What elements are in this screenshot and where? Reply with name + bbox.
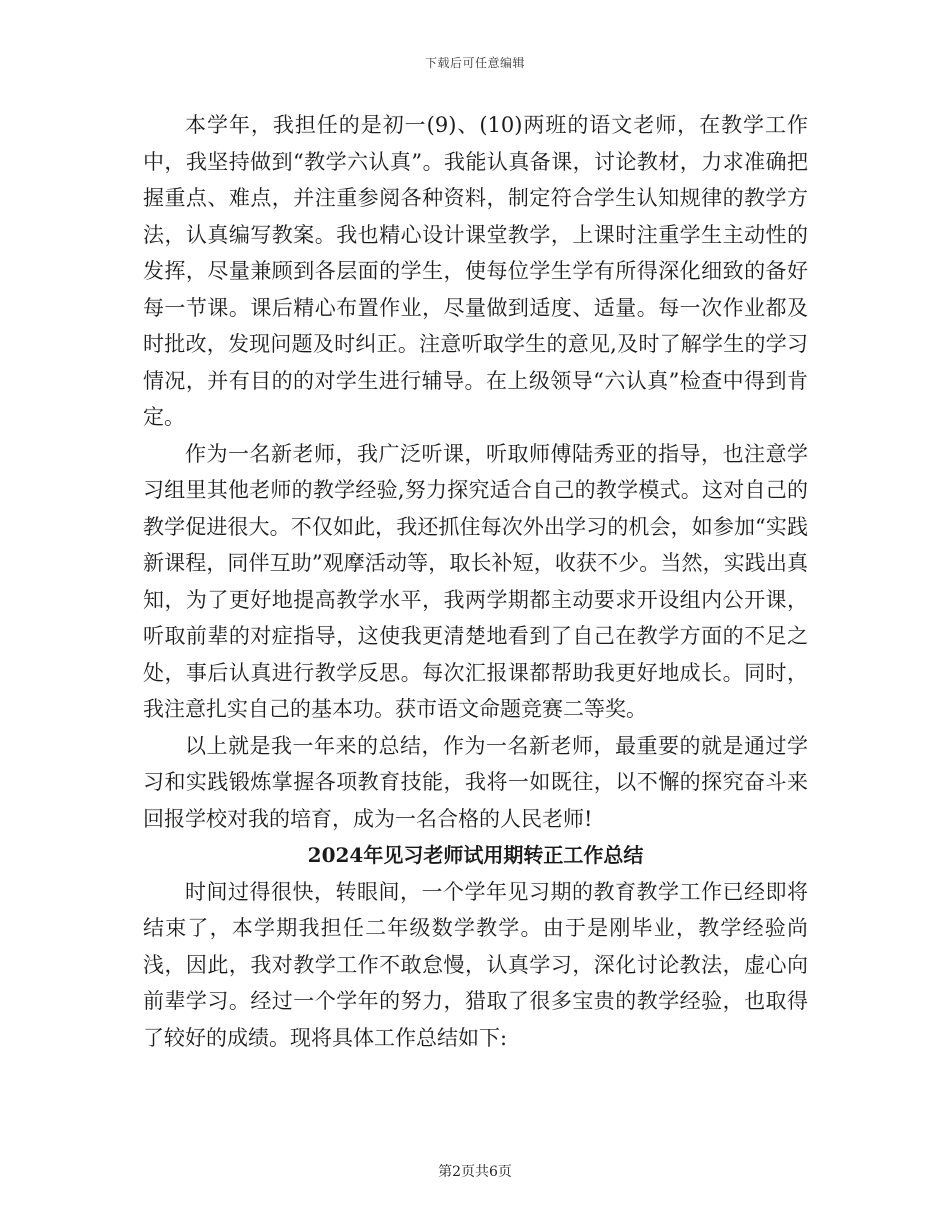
paragraph-section-intro: 时间过得很快，转眼间，一个学年见习期的教育教学工作已经即将结束了，本学期我担任二年级数学教学。由于是刚毕业，教学经验尚浅，因此，我对教学工作不敢怠慢，认真学习，深化讨论教法，虚心向前辈学习。经过一个学年的努力，猎取了很多宝贵的教学经验，也取得了较好的成绩。现将具体工作总结如下: <box>143 879 808 1050</box>
paragraph-learning-growth: 作为一名新老师，我广泛听课，听取师傅陆秀亚的指导，也注意学习组里其他老师的教学经验,努力探究适合自己的教学模式。这对自己的教学促进很大。不仅如此，我还抓住每次外出学习的机会，如参加“实践新课程，同伴互助”观摩活动等，取长补短，收获不少。当然，实践出真知，为了更好地提高教学水平，我两学期都主动要求开设组内公开课，听取前辈的对症指导，这使我更清楚地看到了自己在教学方面的不足之处，事后认真进行教学反思。每次汇报课都帮助我更好地成长。同时，我注意扎实自己的基本功。获市语文命题竞赛二等奖。 <box>143 441 808 721</box>
page-number: 第2页共6页 <box>438 1164 512 1180</box>
document-body <box>143 107 808 1056</box>
paragraph-teaching-work: 本学年，我担任的是初一(9)、(10)两班的语文老师，在教学工作中，我坚持做到“教学六认真”。我能认真备课，讨论教材，力求准确把握重点、难点，并注重参阅各种资料，制定符合学生认知规律的教学方法，认真编写教案。我也精心设计课堂教学，上课时注重学生主动性的发挥，尽量兼顾到各层面的学生，使每位学生学有所得深化细致的备好每一节课。课后精心布置作业，尽量做到适度、适量。每一次作业都及时批改，发现问题及时纠正。注意听取学生的意见,及时了解学生的学习情况，并有目的的对学生进行辅导。在上级领导“六认真”检查中得到肯定。 <box>143 113 808 429</box>
section-title: 2024年见习老师试用期转正工作总结 <box>307 843 644 867</box>
page-header-note: 下载后可任意编辑 <box>424 56 525 70</box>
paragraph-conclusion: 以上就是我一年来的总结，作为一名新老师，最重要的就是通过学习和实践锻炼掌握各项教育技能，我将一如既往，以不懈的探究奋斗来回报学校对我的培育，成为一名合格的人民老师! <box>143 733 808 831</box>
